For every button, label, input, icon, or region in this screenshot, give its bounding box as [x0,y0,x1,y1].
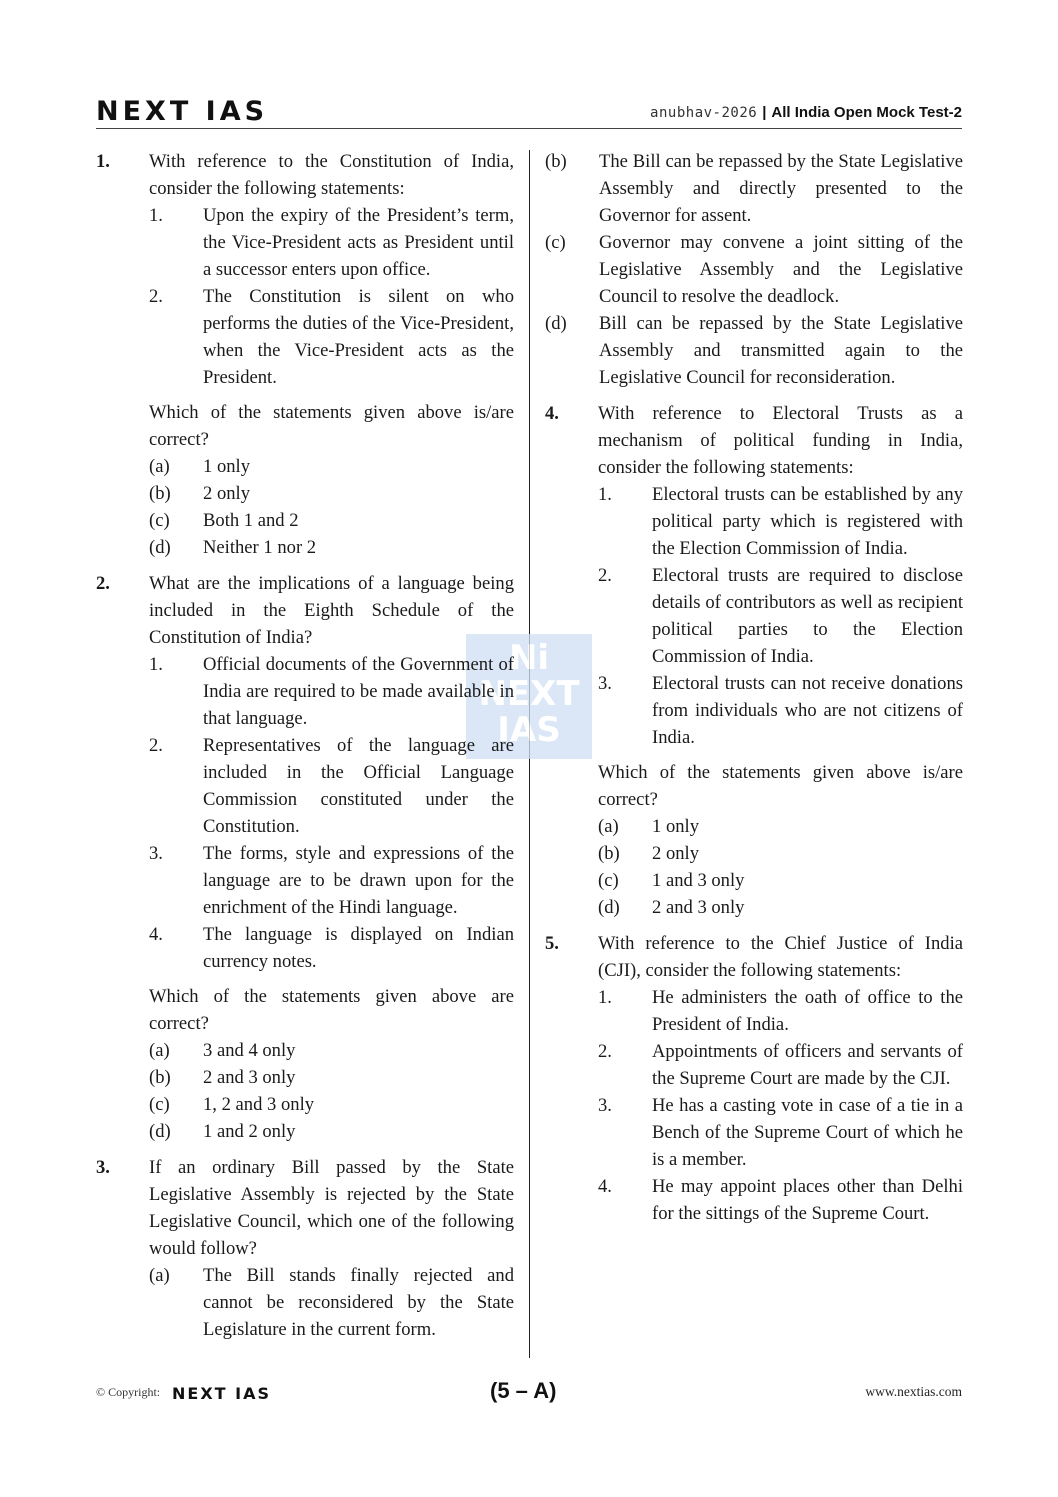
question-text: With reference to Electoral Trusts as a mechanism of political funding in India, consider the following statements: [598,403,963,478]
statement-item: 3. Electoral trusts can not receive donations from individuals who are not citizens of India. [598,673,963,748]
statement-item: 4. He may appoint places other than Delhi for the sittings of the Supreme Court. [598,1176,963,1224]
option: (c) 1, 2 and 3 only [149,1094,315,1115]
right-column [545,148,963,1236]
option: (a) 3 and 4 only [149,1040,296,1061]
question-5 [545,930,963,1227]
question-number: 1. [96,151,110,172]
option: (b) 2 and 3 only [149,1067,296,1088]
statement-item: 2. Representatives of the language are included in the Official Language Commission constituted under the Constitution. [149,735,514,837]
header-title-block [650,104,962,121]
logo: NEXT IAS [96,96,269,127]
watermark-line-1: Ni [508,638,550,678]
options-list [149,1037,514,1145]
statement-item: 1. Electoral trusts can be established by any political party which is registered with the Election Commission of India. [598,484,963,559]
watermark-line-3: IAS [497,710,561,750]
question-number: 2. [96,573,110,594]
option: (d) 1 and 2 only [149,1121,296,1142]
option: (b) The Bill can be repassed by the State Legislative Assembly and directly presented to the Governor for assent. [545,151,963,226]
options-list [149,453,514,561]
options-list [149,1262,514,1343]
left-column [96,148,514,1352]
option: (d) Bill can be repassed by the State Legislative Assembly and transmitted again to the Legislative Council for reconsideration. [545,313,963,388]
statement-item: 3. The forms, style and expressions of the language are to be drawn upon for the enrichment of the Hindi language. [149,843,514,918]
option: (c) Governor may convene a joint sitting of the Legislative Assembly and the Legislative Council to resolve the deadlock. [545,232,963,307]
statement-item: 1. He administers the oath of office to the President of India. [598,987,963,1035]
option: (a) 1 only [598,816,700,837]
option: (b) 2 only [149,483,251,504]
statement-item: 2. The Constitution is silent on who performs the duties of the Vice-President, when the Vice-President acts as the President. [149,286,514,388]
options-list [598,813,963,921]
statement-item: 1. Official documents of the Government of India are required to be made available in that language. [149,654,514,729]
question-text: What are the implications of a language being included in the Eighth Schedule of the Constitution of India? [149,573,514,648]
statement-item: 1. Upon the expiry of the President’s term, the Vice-President acts as President until a successor enters upon office. [149,205,514,280]
statement-item: 2. Appointments of officers and servants of the Supreme Court are made by the CJI. [598,1041,963,1089]
option: (c) Both 1 and 2 [149,510,299,531]
option: (b) 2 only [598,843,700,864]
header-separator: | [762,104,767,121]
question-prompt: Which of the statements given above is/are correct? [149,402,514,450]
question-number: 5. [545,933,559,954]
footer-copyright: © Copyright: [96,1385,161,1399]
watermark-line-2: NEXT [478,674,580,714]
question-4 [545,400,963,921]
statement-item: 3. He has a casting vote in case of a tie in a Bench of the Supreme Court of which he is a member. [598,1095,963,1170]
page-number: (5 – A) [490,1378,557,1403]
question-3-continued [545,148,963,391]
question-2 [96,570,514,1145]
footer-website: www.nextias.com [865,1384,962,1399]
question-number: 4. [545,403,559,424]
question-text: If an ordinary Bill passed by the State Legislative Assembly is rejected by the State Legislative Council, which one of the following would follow? [149,1157,514,1259]
question-3 [96,1154,514,1343]
option: (a) The Bill stands finally rejected and cannot be reconsidered by the State Legislature in the current form. [149,1265,514,1340]
option: (d) 2 and 3 only [598,897,745,918]
option: (c) 1 and 3 only [598,870,745,891]
header-brand: anubhav-2026 [650,105,758,121]
option: (a) 1 only [149,456,251,477]
option: (d) Neither 1 nor 2 [149,537,317,558]
statement-item: 2. Electoral trusts are required to disclose details of contributors as well as recipient political parties to the Election Commission of India. [598,565,963,667]
question-prompt: Which of the statements given above are correct? [149,986,514,1034]
statement-item: 4. The language is displayed on Indian currency notes. [149,924,514,972]
header-rule [96,128,962,129]
question-text: With reference to the Chief Justice of India (CJI), consider the following statements: [598,933,963,981]
footer-logo: NEXT IAS [172,1384,271,1403]
question-text: With reference to the Constitution of India, consider the following statements: [149,151,514,199]
question-1 [96,148,514,561]
question-number: 3. [96,1157,110,1178]
header-test-title: All India Open Mock Test-2 [771,104,962,121]
question-prompt: Which of the statements given above is/are correct? [598,762,963,810]
